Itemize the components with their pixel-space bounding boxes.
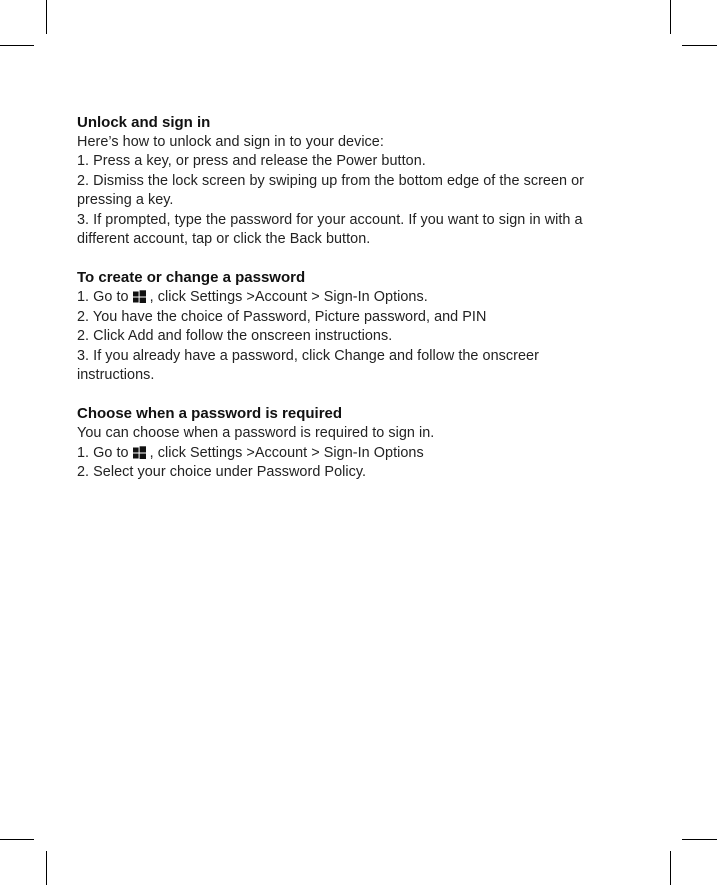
text-line: instructions. [77,367,155,384]
crop-mark-top-left-horizontal [0,45,34,46]
section-heading: Choose when a password is required [77,405,343,423]
text-line: pressing a key. [77,192,174,209]
step-suffix: , click Settings >Account > Sign-In Options. [149,289,428,306]
step-prefix: 1. Go to [77,444,129,461]
text-line: 2. Dismiss the lock screen by swiping up from the bottom edge of the screen or [77,172,585,189]
manual-page-content [77,113,657,502]
text-line: 2. Select your choice under Password Policy. [77,464,367,481]
crop-mark-bottom-left-vertical [46,851,47,885]
windows-logo-icon [133,290,146,303]
step-prefix: 1. Go to [77,289,129,306]
section-heading: Unlock and sign in [77,114,211,131]
crop-mark-bottom-right-vertical [670,851,671,885]
crop-mark-top-right-vertical [670,0,671,34]
text-line: 3. If prompted, type the password for your account. If you want to sign in with a [77,211,583,228]
section-unlock-sign-in [77,113,657,249]
crop-mark-top-left-vertical [46,0,47,34]
crop-mark-top-right-horizontal [682,45,717,46]
step-suffix: , click Settings >Account > Sign-In Options [149,444,424,461]
text-line: 3. If you already have a password, click Change and follow the onscreer [77,347,539,364]
text-line-with-icon [77,444,657,463]
text-line-with-icon [77,288,657,307]
crop-mark-bottom-left-horizontal [0,839,34,840]
text-line: Here’s how to unlock and sign in to your device: [77,134,384,150]
section-create-change-password [77,268,657,385]
section-password-required [77,404,657,482]
text-line: different account, tap or click the Back button. [77,231,371,248]
text-line: 1. Press a key, or press and release the Power button. [77,153,426,170]
text-line: 2. Click Add and follow the onscreen instructions. [77,328,393,345]
text-line: 2. You have the choice of Password, Picture password, and PIN [77,308,487,325]
section-heading: To create or change a password [77,269,306,287]
text-line: You can choose when a password is required to sign in. [77,425,435,442]
crop-mark-bottom-right-horizontal [682,839,717,840]
windows-logo-icon [133,446,146,459]
